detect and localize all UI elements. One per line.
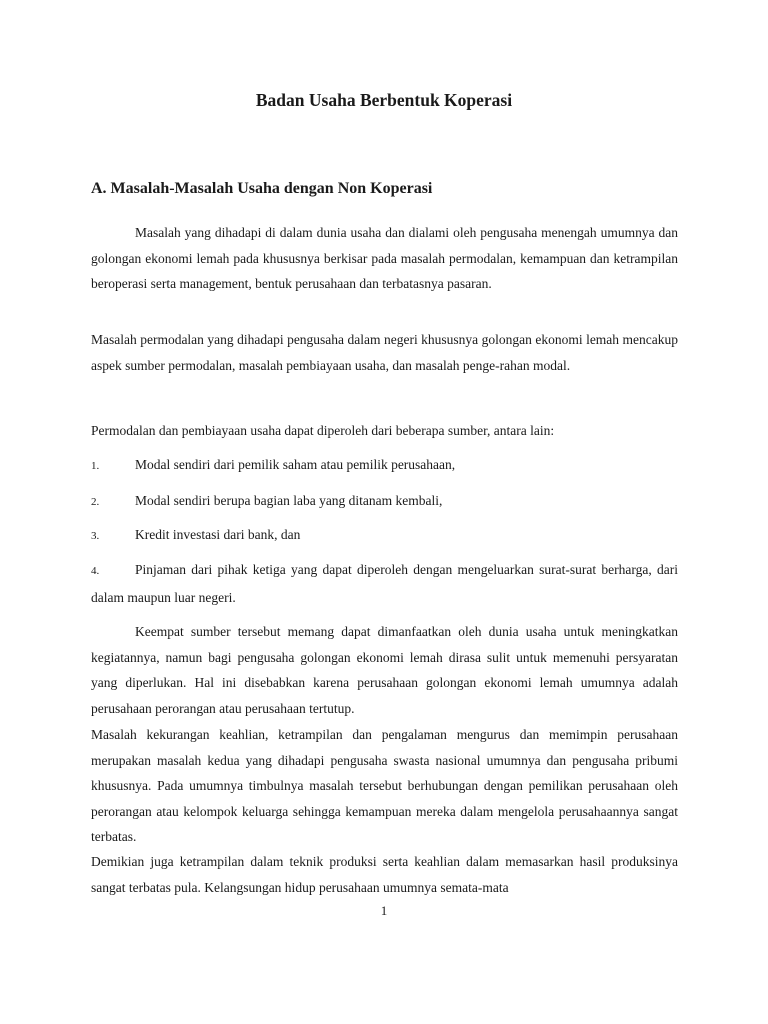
page-number: 1 [380,903,388,918]
list-item [91,452,678,480]
list-item-text: Kredit investasi dari bank, dan [135,527,301,542]
list-item-number: 4. [91,565,100,577]
list-item [91,522,678,550]
list-item-text: Modal sendiri berupa bagian laba yang ditanam kembali, [135,493,443,508]
document-title: Badan Usaha Berbentuk Koperasi [255,90,513,110]
list-item [91,488,678,516]
paragraph-intro: Masalah yang dihadapi di dalam dunia usaha dan dialami oleh pengusaha menengah umumnya dan golongan ekonomi lemah pada khususnya berkisar pada masalah permodalan, kemampuan dan ketrampilan beroperasi serta management, bentuk perusahaan dan terbatasnya pasaran. [91,225,678,292]
paragraph-keahlian: Masalah kekurangan keahlian, ketrampilan dan pengalaman mengurus dan memimpin perusahaan merupakan masalah kedua yang dihadapi pengusaha swasta nasional umumnya dan pengusaha pribumi khususnya. Pada umumnya timbulnya masalah tersebut berhubungan dengan pemilikan perusahaan oleh perorangan atau kelompok keluarga sehingga kemampuan mereka dalam mengelola perusahaannya sangat terbatas. [91,727,678,845]
paragraph-permodalan: Masalah permodalan yang dihadapi pengusaha dalam negeri khususnya golongan ekonomi lemah mencakup aspek sumber permodalan, masalah pembiayaan usaha, dan masalah penge-rahan modal. [91,332,678,373]
list-item-text: Pinjaman dari pihak ketiga yang dapat diperoleh dengan mengeluarkan surat-surat berharga, dari dalam maupun luar negeri. [91,562,678,605]
paragraph-demikian: Demikian juga ketrampilan dalam teknik produksi serta keahlian dalam memasarkan hasil produksinya sangat terbatas pula. Kelangsungan hidup perusahaan umumnya semata-mata [91,854,678,895]
paragraph-sources-intro: Permodalan dan pembiayaan usaha dapat diperoleh dari beberapa sumber, antara lain: [91,423,555,438]
list-item [91,557,678,610]
list-item-number: 2. [91,496,100,508]
list-item-number: 1. [91,460,100,472]
list-item-text: Modal sendiri dari pemilik saham atau pemilik perusahaan, [135,457,456,472]
section-heading: A. Masalah-Masalah Usaha dengan Non Koperasi [91,180,433,197]
list-item-number: 3. [91,530,100,542]
paragraph-keempat: Keempat sumber tersebut memang dapat dimanfaatkan oleh dunia usaha untuk meningkatkan kegiatannya, namun bagi pengusaha golongan ekonomi lemah dirasa sulit untuk memenuhi persyaratan yang diperlukan. Hal ini disebabkan karena perusahaan golongan ekonomi lemah umumnya adalah perusahaan perorangan atau perusahaan tertutup. [91,624,678,716]
